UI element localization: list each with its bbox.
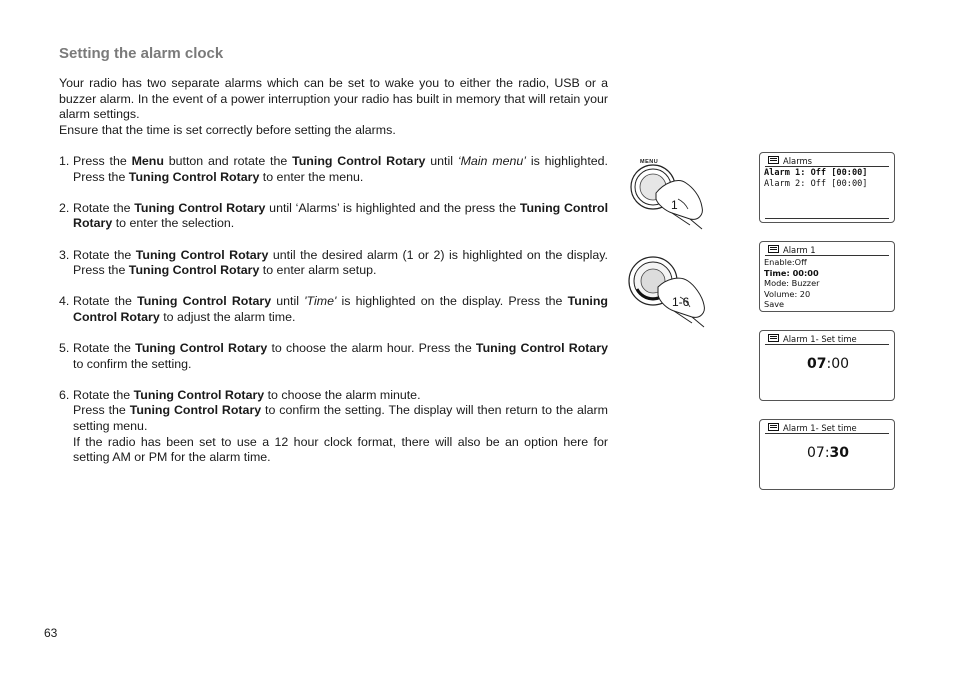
display-alarms-menu — [759, 152, 895, 223]
menu-list-icon — [768, 156, 779, 164]
hand-turning-rotary-icon — [628, 253, 718, 333]
step-text: Rotate the Tuning Control Rotary to choose the alarm minute. — [73, 387, 421, 402]
intro-paragraph: Your radio has two separate alarms which can be set to wake you to either the radio, USB or a buzzer alarm. In the event of a power interruption your radio has built in memory that will retain your alarm settings. — [59, 76, 608, 122]
page-number: 63 — [44, 626, 58, 640]
step-5 — [59, 341, 608, 372]
menu-button-illustration — [628, 155, 718, 235]
display-lines — [764, 257, 819, 310]
display-title: Alarm 1- Set time — [765, 334, 889, 345]
display-lines — [764, 168, 867, 189]
display-line: Time: 00:00 — [764, 267, 819, 278]
menu-list-icon — [768, 245, 779, 253]
alarm-time-value: 07:00 — [807, 356, 850, 372]
step-text: Rotate the Tuning Control Rotary until 'Time' is highlighted on the display. Press the Tuning Control Rotary to adjust the alarm time. — [73, 294, 608, 324]
display-title: Alarm 1- Set time — [765, 423, 889, 434]
step-1 — [59, 154, 608, 185]
step-text: Press the Tuning Control Rotary to confirm the setting. The display will then return to the alarm setting menu. — [73, 403, 608, 434]
display-line: Alarm 1: Off [00:00] — [764, 168, 868, 178]
intro-note: Ensure that the time is set correctly before setting the alarms. — [59, 122, 396, 137]
display-alarm-1-setup — [759, 241, 895, 312]
section-heading: Setting the alarm clock — [59, 45, 224, 62]
display-line: Volume: 20 — [764, 288, 811, 299]
step-number: 6. — [59, 387, 70, 402]
step-number: 4. — [59, 294, 70, 309]
instructions-column — [59, 76, 608, 466]
step-6 — [59, 388, 608, 466]
step-text: Rotate the Tuning Control Rotary until ‘Alarms’ is highlighted and the press the Tuning Control Rotary to enter the selection. — [73, 200, 609, 231]
step-callout-1-6: 1-6 — [672, 295, 690, 309]
menu-list-icon — [768, 334, 779, 342]
display-set-hour — [759, 330, 895, 401]
step-text: Press the Menu button and rotate the Tuning Control Rotary until ‘Main menu’ is highlighted. Press the Tuning Control Rotary to enter the menu. — [73, 153, 608, 184]
step-3 — [59, 248, 608, 279]
menu-list-icon — [768, 423, 779, 431]
display-line: Mode: Buzzer — [764, 278, 820, 289]
hand-pressing-menu-icon — [628, 155, 718, 235]
display-line: Alarm 2: Off [00:00] — [764, 178, 868, 189]
step-text: If the radio has been set to use a 12 hour clock format, there will also be an option here for setting AM or PM for the alarm time. — [73, 434, 608, 465]
step-number: 5. — [59, 341, 70, 356]
step-number: 1. — [59, 153, 70, 168]
display-title: Alarms — [765, 156, 889, 167]
menu-button-label: MENU — [640, 159, 659, 165]
display-line: Enable:Off — [764, 257, 807, 267]
tuning-rotary-illustration — [628, 253, 718, 333]
display-divider — [765, 218, 889, 219]
display-set-minute — [759, 419, 895, 490]
step-callout-1: 1 — [671, 198, 678, 212]
steps-list — [59, 154, 608, 466]
step-number: 2. — [59, 200, 70, 215]
step-2 — [59, 201, 608, 232]
step-number: 3. — [59, 247, 70, 262]
step-4 — [59, 294, 608, 325]
step-text: Rotate the Tuning Control Rotary until the desired alarm (1 or 2) is highlighted on the display. Press the Tuning Control Rotary to enter alarm setup. — [73, 247, 608, 278]
alarm-time-value: 07:30 — [807, 445, 850, 461]
display-title: Alarm 1 — [765, 245, 889, 256]
step-text: Rotate the Tuning Control Rotary to choose the alarm hour. Press the Tuning Control Rotary to confirm the setting. — [73, 341, 609, 371]
display-line: Save — [764, 299, 785, 310]
